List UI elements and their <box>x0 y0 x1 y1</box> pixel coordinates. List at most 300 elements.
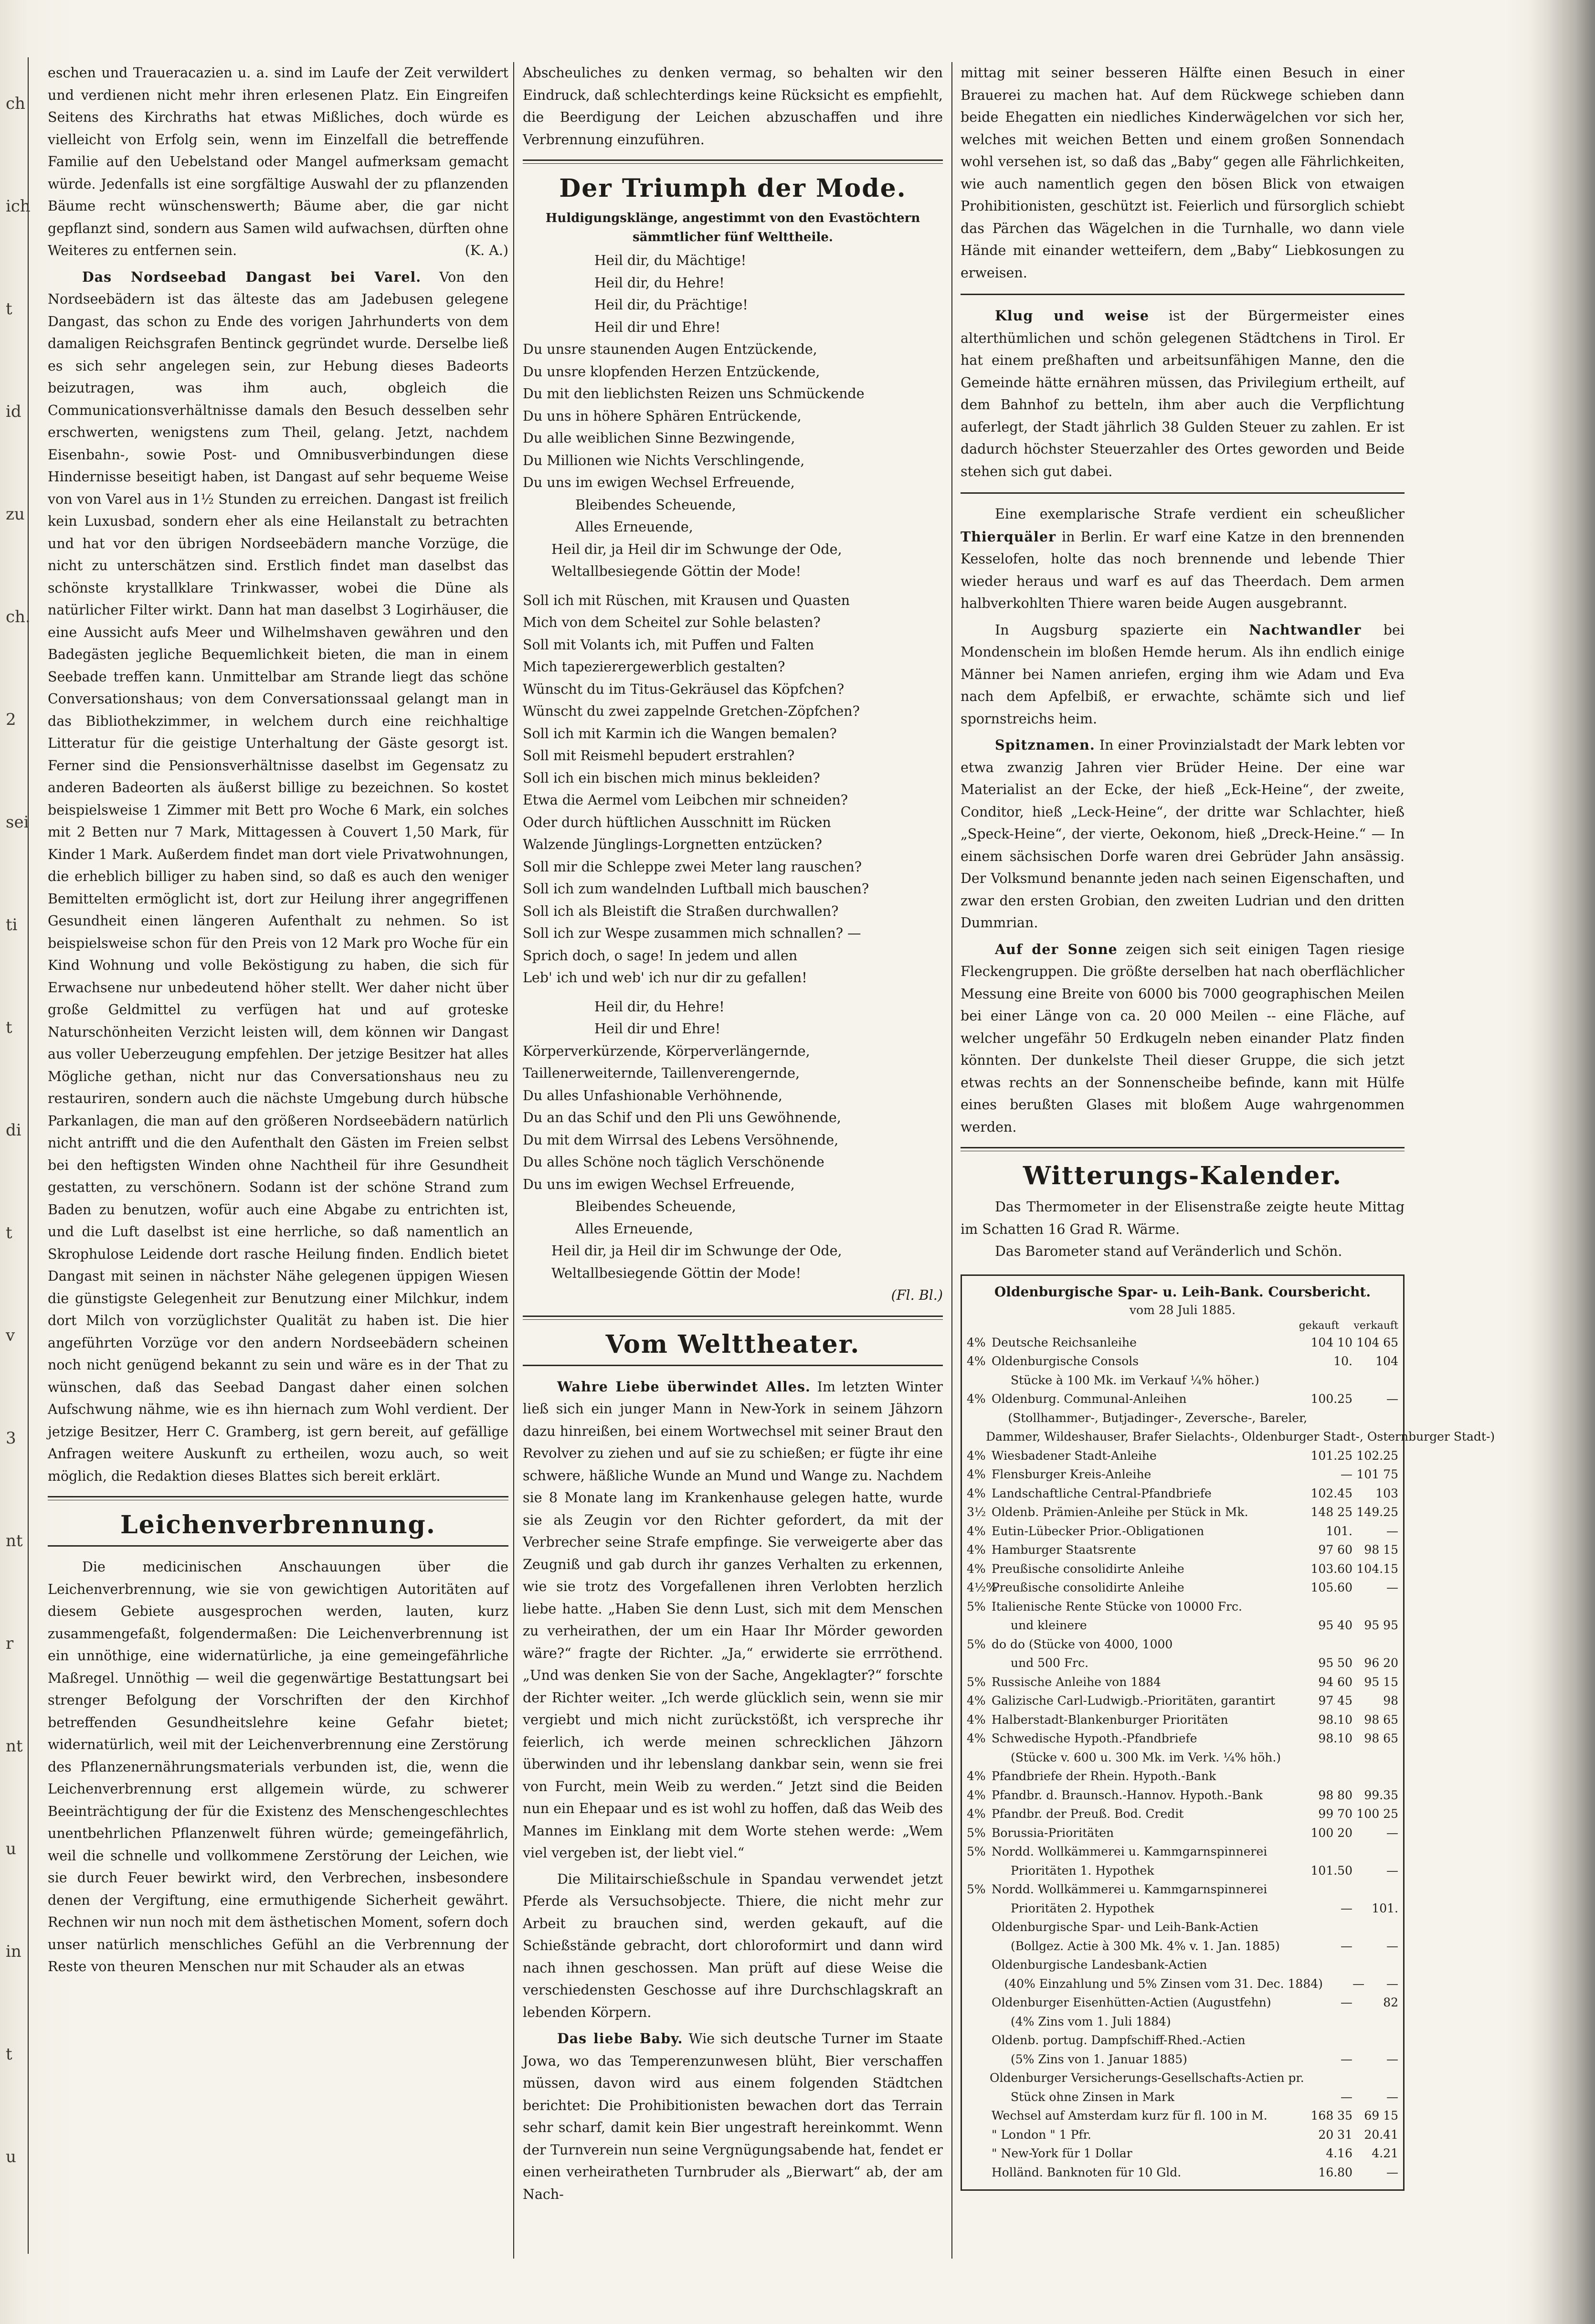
rate-gekauft: 98.10 <box>1318 1731 1352 1745</box>
rate-percent: 3½ <box>967 1505 986 1519</box>
table-row <box>967 1880 1398 1899</box>
rate-gekauft: — <box>1341 1939 1352 1953</box>
gutter-fragment: nt <box>6 1531 23 1550</box>
poem-line: Körperverkürzende, Körperverlängernde, <box>523 1043 810 1059</box>
article-klug-und-weise <box>961 305 1405 483</box>
rate-gekauft: 168 35 <box>1310 2109 1352 2122</box>
table-row <box>967 1974 1398 1994</box>
rate-name: (Bollgez. Actie à 300 Mk. 4% v. 1. Jan. 1885) <box>1011 1939 1280 1953</box>
article-dangast-text: Von den Nordseebädern ist das älteste das am Jadebusen gelegene Dangast, das schon zu Ende des vorigen Jahrhunderts von dem damaligen Reichsgrafen Bentinck gegründet wurde. Derselbe ließ es sich sehr angelegen sein, zur Hebung dieses Badeorts beizutragen, was ihm auch, obgleich die Communicationsverhältnisse damals den Besuch desselben sehr erschwerten, wenigstens zum Theil, gelang. Jetzt, nachdem Eisenbahn-, sowie Post- und Omnibusverbindungen diese Hindernisse beseitigt haben, ist Dangast auf sehr bequeme Weise von von Varel aus in 1½ Stunden zu erreichen. Dangast ist freilich kein Luxusbad, sondern eher als eine Heilanstalt zu betrachten und hat vor den übrigen Nordseebädern manche Vorzüge, die nicht zu unterschätzen sind. Erstlich findet man daselbst das schönste krystallklare Trinkwasser, wobei die Düne als natürlicher Filter wirkt. Dann hat man daselbst 3 Logirhäuser, die eine Aussicht aufs Meer und Wilhelmshaven gewähren und den Badegästen jegliche Bequemlichkeit bieten, die man in einem Seebade treffen kann. Unmittelbar am Strande liegt das schöne Conversationshaus; von dem Conversationssaal gelangt man in das Bibliothekzimmer, in welchem durch eine reichhaltige Litteratur für die geistige Unterhaltung der Gäste gesorgt ist. Ferner sind die Pensionsverhältnisse daselbst im Gegensatz zu anderen Badeorten als äußerst billige zu bezeichnen. So kostet beispielsweise 1 Zimmer mit Bett pro Woche 6 Mark, ein solches mit 2 Betten nur 7 Mark, Mittagessen à Couvert 1,50 Mark, für Kinder 1 Mark. Außerdem findet man dort viele Privatwohnungen, die erheblich billiger zu haben sind, so daß es auch den weniger Bemittelten ermöglicht ist, dort zur Heilung ihrer angegriffenen Gesundheit einen längeren Aufenthalt zu nehmen. So ist beispielsweise schon für den Preis von 12 Mark pro Woche für ein Kind Wohnung und volle Beköstigung zu haben, die sich für Erwachsene nur unbedeutend höher stellt. Wer daher nicht über große Geldmittel zu verfügen hat und auf groteske Naturschönheiten Verzicht leisten will, dem können wir Dangast aus voller Ueberzeugung empfehlen. Der jetzige Besitzer hat alles Mögliche gethan, nicht nur das Conversationshaus neu zu restauriren, sondern auch die nächste Umgebung durch hübsche Parkanlagen, die man auf den größeren Nordseebädern natürlich nicht antrifft und die den Aufenthalt den Gästen im Freien selbst bei den heftigsten Winden ohne Nachtheil für ihre Gesundheit gestatten, zu verschönern. Sodann ist der schöne Strand zum Baden zu benutzen, wofür auch eine Abgabe zu entrichten ist, und die Luft daselbst ist eine herrliche, so daß namentlich an Skrophulose Leidende dort rasche Heilung finden. Endlich bietet Dangast mit seinen in nächster Nähe gelegenen üppigen Wiesen die günstigste Gelegenheit zur Benutzung einer Milchkur, indem dort Milch von vorzüglichster Qualität zu haben ist. Die hier angeführten Vorzüge vor den andern Nordseebädern scheinen noch nicht genügend bekannt zu sein und wäre es in der That zu wünschen, daß das Seebad Dangast daher einen solchen Aufschwung nähme, wie es ihn hiernach zum Wohl verdient. Der jetzige Besitzer, Herr C. Gramberg, ist gern bereit, auf gefällige Anfragen weitere Auskunft zu ertheilen, wozu auch, so weit möglich, die Redaktion dieses Blattes sich bereit erklärt. <box>48 269 508 1484</box>
rate-verkauft: 102.25 <box>1356 1448 1398 1463</box>
poem-subheading: Huldigungsklänge, angestimmt von den Evastöchtern sämmtlicher fünf Welttheile. <box>545 211 920 244</box>
rate-gekauft: 101.50 <box>1310 1863 1352 1878</box>
rate-verkauft: — <box>1386 2165 1398 2179</box>
table-row <box>967 1390 1398 1409</box>
poem-line: Soll ich ein bischen mich minus bekleiden? <box>523 770 820 786</box>
rate-percent: 4% <box>967 1769 986 1783</box>
rate-verkauft: — <box>1386 1581 1398 1594</box>
article-trees-signature: (K. A.) <box>465 243 508 258</box>
poem-line: Du mit den lieblichsten Reizen uns Schmückende <box>523 386 865 402</box>
rate-percent: 4% <box>967 1712 986 1727</box>
gutter-fragment: u <box>6 1839 16 1858</box>
poem-line: Weltallbesiegende Göttin der Mode! <box>551 563 802 579</box>
poem-line: Du alles Schöne noch täglich Verschönende <box>523 1154 824 1170</box>
article-sonne-title: Auf der Sonne <box>995 941 1118 957</box>
rate-verkauft: 20.41 <box>1364 2127 1398 2142</box>
column-2 <box>513 62 952 2259</box>
table-row <box>967 2069 1398 2088</box>
rate-percent: 5% <box>967 1637 986 1651</box>
article-nacht-text-1: In Augsburg spazierte ein <box>995 622 1227 638</box>
rate-name: Pfandbr. d. Braunsch.-Hannov. Hypoth.-Bank <box>992 1788 1263 1802</box>
rate-gekauft: — <box>1341 2052 1352 2066</box>
table-row <box>967 1616 1398 1635</box>
rate-name: Stücke à 100 Mk. im Verkauf ¼% höher.) <box>1011 1373 1259 1387</box>
rate-verkauft: 104 65 <box>1356 1335 1398 1349</box>
rate-gekauft: 97 45 <box>1318 1694 1352 1708</box>
rate-name: und kleinere <box>1011 1618 1087 1632</box>
rate-percent: 4% <box>967 1486 986 1500</box>
rate-verkauft: 98 65 <box>1364 1731 1398 1745</box>
poem-line: Soll ich mit Karmin ich die Wangen bemalen? <box>523 725 837 742</box>
poem-line: Walzende Jünglings-Lorgnetten entzücken? <box>523 837 822 852</box>
rate-gekauft: 101. <box>1326 1524 1352 1538</box>
rate-gekauft: — <box>1341 1467 1352 1481</box>
rate-name: Preußische consolidirte Anleihe <box>992 1561 1184 1576</box>
poem-line: Mich von dem Scheitel zur Sohle belasten? <box>523 615 821 630</box>
rate-gekauft: 4.16 <box>1326 2146 1352 2160</box>
poem-line: Wünscht du zwei zappelnde Gretchen-Zöpfchen? <box>523 703 860 719</box>
rate-verkauft: — <box>1386 2090 1398 2104</box>
table-row <box>967 1786 1398 1805</box>
poem-signature: (Fl. Bl.) <box>891 1287 943 1303</box>
table-row <box>967 1597 1398 1616</box>
rate-name: Oldenburg. Communal-Anleihen <box>992 1392 1187 1406</box>
table-row <box>967 2125 1398 2144</box>
table-row <box>967 1691 1398 1710</box>
rate-name: Prioritäten 2. Hypothek <box>1011 1901 1154 1915</box>
poem-line: Heil dir und Ehre! <box>594 1021 721 1037</box>
rate-percent: 5% <box>967 1675 986 1689</box>
rate-verkauft: 4.21 <box>1372 2146 1398 2160</box>
poem-line: Du mit dem Wirrsal des Lebens Versöhnende, <box>523 1132 839 1148</box>
gutter-fragment: di <box>6 1121 21 1140</box>
poem-line: Heil dir und Ehre! <box>594 319 721 335</box>
gutter-fragment: ch. <box>6 607 31 626</box>
table-body <box>967 1333 1495 2182</box>
poem-line: Heil dir, du Hehre! <box>594 998 725 1015</box>
rate-name: Oldenburger Versicherungs-Gesellschafts-Actien pr. <box>989 2071 1304 2085</box>
rate-name: Italienische Rente Stücke von 10000 Frc. <box>992 1599 1242 1613</box>
rate-name: Halberstadt-Blankenburger Prioritäten <box>992 1712 1228 1727</box>
rate-name: Nordd. Wollkämmerei u. Kammgarnspinnerei <box>992 1845 1268 1858</box>
rate-verkauft: 96 20 <box>1364 1656 1398 1670</box>
rate-percent: 4% <box>967 1807 986 1821</box>
rate-gekauft: — <box>1341 2090 1352 2104</box>
table-row <box>967 1993 1398 2012</box>
table-row <box>967 1578 1398 1597</box>
article-baby-continued: mittag mit seiner besseren Hälfte einen Besuch in einer Brauerei zu machen hat. Auf dem Rückwege schieben dann beide Ehegatten ein niedliches Kinderwägelchen vor sich her, welches mit weichen Betten und einem großen Sonnendach wohl versehen ist, so daß das „Baby“ gegen alle Fährlichkeiten, wie auch namentlich gegen den bösen Blick von etwaigen Prohibitionisten, geschützt ist. Feierlich und fürsorglich schiebt das Pärchen das Wägelchen in die Turnhalle, wo dann viele Hände mit einander wetteifern, dem „Baby“ Liebkosungen zu erweisen. <box>961 65 1405 281</box>
rate-verkauft: — <box>1386 2052 1398 2066</box>
article-thierquaeler <box>961 503 1405 615</box>
gutter-fragment: zu <box>6 505 25 524</box>
article-dangast-title: Das Nordseebad Dangast bei Varel. <box>82 268 422 285</box>
article-baby <box>523 2027 943 2206</box>
rate-name: Oldenb. Prämien-Anleihe per Stück in Mk. <box>992 1505 1248 1519</box>
heading-underline <box>523 1365 943 1366</box>
rate-name: Schwedische Hypoth.-Pfandbriefe <box>992 1731 1197 1745</box>
poem-stanza-1 <box>523 250 943 583</box>
poem-line: Du alle weiblichen Sinne Bezwingende, <box>523 430 795 446</box>
rate-percent: 4% <box>967 1543 986 1557</box>
poem-line: Du an das Schif und den Pli uns Gewöhnende, <box>523 1110 841 1125</box>
rate-gekauft: 99 70 <box>1318 1807 1352 1821</box>
rate-name: Preußische consolidirte Anleihe <box>992 1581 1184 1594</box>
rate-name: Galizische Carl-Ludwigb.-Prioritäten, garantirt <box>992 1694 1276 1708</box>
poem-line: Wünscht du im Titus-Gekräusel das Köpfchen? <box>523 681 845 697</box>
rate-verkauft: — <box>1386 1863 1398 1878</box>
table-row <box>967 1899 1398 1918</box>
poem-line: Weltallbesiegende Göttin der Mode! <box>551 1265 802 1281</box>
rate-verkauft: — <box>1386 1825 1398 1840</box>
poem-line: Du Millionen wie Nichts Verschlingende, <box>523 452 805 468</box>
article-baby-text: Wie sich deutsche Turner im Staate Jowa, wo das Temperenzunwesen blüht, Bier verschaffen müssen, davon wird aus einem folgenden Städtchen berichtet: Die Prohibitionisten bewachen dort das Terrain sehr scharf, damit kein Bier ungestraft hereinkommt. Wenn der Turnverein nun seine Vergnügungsabende hat, fendet er einen verheiratheten Turnbruder als „Bierwart“ ab, der am Nach- <box>523 2031 943 2202</box>
rate-name: Landschaftliche Central-Pfandbriefe <box>992 1486 1212 1500</box>
poem-line: Taillenerweiternde, Taillenverengernde, <box>523 1065 800 1081</box>
rate-verkauft: 103 <box>1375 1486 1398 1500</box>
rate-verkauft: 101 75 <box>1356 1467 1398 1481</box>
rate-verkauft: 99.35 <box>1364 1788 1398 1802</box>
poem-line: Du uns in höhere Sphären Entrückende, <box>523 408 802 424</box>
rate-percent: 4% <box>967 1354 986 1368</box>
gutter-fragment: t <box>6 299 12 318</box>
heading-underline <box>48 1545 508 1547</box>
rate-percent: 4½% <box>967 1581 997 1594</box>
poem-line: Alles Erneuende, <box>575 1220 693 1237</box>
table-header <box>967 1319 1398 1333</box>
article-pferde-text: Die Militairschießschule in Spandau verwendet jetzt Pferde als Versuchsobjecte. Thiere, die nicht mehr zur Arbeit zu brauchen sind, werden gekauft, auf die Schießstände gebracht, dort chloroformirt und dann wird nach ihnen geschossen. Man prüft auf diese Weise die verschiedensten Geschosse auf ihre Durchschlagskraft an lebenden Körpern. <box>523 1871 943 2020</box>
table-row <box>967 2031 1398 2050</box>
poem-line: Heil dir, du Prächtige! <box>594 297 748 313</box>
rate-name: Flensburger Kreis-Anleihe <box>992 1467 1151 1481</box>
column-3 <box>961 62 1495 2191</box>
table-row <box>967 1446 1398 1465</box>
table-row <box>967 1371 1398 1390</box>
header-gekauft: gekauft <box>1299 1319 1340 1332</box>
rate-verkauft: 104 <box>1375 1354 1398 1368</box>
article-baby-title: Das liebe Baby. <box>557 2030 683 2047</box>
poem-line: Heil dir, du Hehre! <box>594 275 725 291</box>
article-sonne <box>961 938 1405 1139</box>
rate-name: Eutin-Lübecker Prior.-Obligationen <box>992 1524 1204 1538</box>
table-row <box>967 2106 1398 2125</box>
table-row <box>967 1918 1398 1937</box>
rate-percent: 4% <box>967 1335 986 1349</box>
article-klug-text: ist der Bürgermeister eines alterthümlichen und schön gelegenen Städtchens in Tirol. Er hat einem preßhaften und arbeitsunfähigen Manne, den die Gemeinde hätte ernähren müssen, das Privilegium ertheilt, auf dem Bahnhof zu betteln, ihm aber auch die Verpflichtung auferlegt, der Stadt jährlich 38 Gulden Steuer zu zahlen. Er ist dadurch höchster Steuerzahler des Ortes geworden und Beide stehen sich gut dabei. <box>961 308 1405 479</box>
rate-name: Borussia-Prioritäten <box>992 1825 1114 1840</box>
rate-percent: 4% <box>967 1448 986 1463</box>
table-row <box>967 1804 1398 1824</box>
table-row <box>967 1484 1398 1503</box>
rate-verkauft: 104.15 <box>1356 1561 1398 1576</box>
article-nachtwandler <box>961 619 1405 731</box>
rate-name: (5% Zins von 1. Januar 1885) <box>1011 2052 1187 2066</box>
poem-line: Soll ich mit Rüschen, mit Krausen und Quasten <box>523 592 850 608</box>
article-spitznamen <box>961 734 1405 934</box>
rate-name: Prioritäten 1. Hypothek <box>1011 1863 1154 1878</box>
table-row <box>967 2163 1398 2182</box>
rate-percent: 4% <box>967 1392 986 1406</box>
poem-line: Alles Erneuende, <box>575 519 693 535</box>
rate-name: (4% Zins vom 1. Juli 1884) <box>1011 2014 1171 2028</box>
gutter-fragment: nt <box>6 1737 23 1756</box>
rate-verkauft: — <box>1386 1524 1398 1538</box>
rate-name: (40% Einzahlung und 5% Zinsen vom 31. Dec. 1884) <box>1004 1976 1323 1991</box>
rate-verkauft: — <box>1386 1976 1398 1991</box>
poem-stanza-3 <box>523 996 943 1285</box>
poem-line: Soll mit Reismehl bepudert erstrahlen? <box>523 748 795 764</box>
rate-percent: 5% <box>967 1599 986 1613</box>
rate-name: Pfandbriefe der Rhein. Hypoth.-Bank <box>992 1769 1216 1783</box>
poem-line: Heil dir, ja Heil dir im Schwunge der Ode, <box>551 1243 842 1259</box>
section-divider <box>523 159 943 164</box>
rate-verkauft: 101. <box>1372 1901 1398 1915</box>
article-dangast <box>48 266 508 1488</box>
header-verkauft: verkauft <box>1353 1319 1398 1332</box>
weather-barometer: Das Barometer stand auf Veränderlich und Schön. <box>995 1243 1342 1259</box>
weather-thermometer: Das Thermometer in der Elisenstraße zeigte heute Mittag im Schatten 16 Grad R. Wärme. <box>961 1199 1405 1237</box>
article-spitz-text: In einer Provinzialstadt der Mark lebten vor etwa zwanzig Jahren vier Brüder Heine. Der eine war Materialist an der Ecke, der hieß „Eck-Heine“, der zweite, Conditor, hieß „Leck-Heine“, der dritte war Schlachter, hieß „Speck-Heine“, der vierte, Oekonom, hieß „Dreck-Heine.“ — In einem sächsischen Dorfe waren drei Gebrüder Jahn ansässig. Der Volksmund benannte jeden nach seinen Eigenschaften, und zwar den ersten Grobian, den zweiten Ludrian und den dritten Dummrian. <box>961 737 1405 931</box>
rate-verkauft: — <box>1386 1392 1398 1406</box>
rate-verkauft: 98 <box>1383 1694 1398 1708</box>
poem-line: Soll ich zum wandelnden Luftball mich bauschen? <box>523 881 869 897</box>
rate-name: Oldenburgische Spar- und Leih-Bank-Actien <box>992 1920 1259 1934</box>
poem-line: Etwa die Aermel vom Leibchen mir schneiden? <box>523 792 848 808</box>
table-row <box>967 1842 1398 1861</box>
gutter-fragment: sei <box>6 813 29 832</box>
rate-name: Holländ. Banknoten für 10 Gld. <box>992 2165 1182 2179</box>
table-row <box>967 2088 1398 2107</box>
rate-gekauft: 98.10 <box>1318 1712 1352 1727</box>
rate-percent: 4% <box>967 1694 986 1708</box>
poem-stanza-2 <box>523 590 943 989</box>
poem-line: Soll mir die Schleppe zwei Meter lang rauschen? <box>523 859 862 875</box>
rate-gekauft: 100 20 <box>1310 1825 1352 1840</box>
previous-page-gutter <box>0 57 29 2254</box>
rate-name: (Stollhammer-, Butjadinger-, Zeversche-, Bareler, <box>1008 1411 1308 1425</box>
article-trees-text: eschen und Traueracazien u. a. sind im Laufe der Zeit verwildert und verdienen nicht mehr ihren erlesenen Platz. Ein Eingreifen Seitens des Kirchraths hat etwas Mißliches, doch würde es vielleicht von Erfolg sein, wenn im Einzelfall die betreffende Familie auf den Uebelstand oder Mangel aufmerksam gemacht würde. Jedenfalls ist eine sorgfältige Auswahl der zu pflanzenden Bäume recht wünschenswerth; Bäume aber, die gar nicht gepflanzt sind, sondern aus Samen wild aufwachsen, dürften ohne Weiteres zu entfernen sein. <box>48 65 508 258</box>
rate-percent: 4% <box>967 1731 986 1745</box>
table-row <box>967 1748 1398 1767</box>
rate-verkauft: — <box>1386 1939 1398 1953</box>
rate-name: do do (Stücke von 4000, 1000 <box>992 1637 1173 1651</box>
rate-gekauft: — <box>1341 1901 1352 1915</box>
article-spitz-title: Spitznamen. <box>995 737 1095 753</box>
rate-gekauft: 94 60 <box>1318 1675 1352 1689</box>
article-leichenverbrennung-text: Die medicinischen Anschauungen über die Leichenverbrennung, wie sie von gewichtigen Autoritäten auf diesem Gebiete ausgesprochen werden, lauten, kurz zusammengefaßt, folgendermaßen: Die Leichenverbrennung ist ein unnöthige, eine widernatürliche, ja eine gemeingefährliche Maßregel. Unnöthig — weil die gegenwärtige Bestattungsart bei strenger Befolgung der Vorschriften der den Kirchhof betreffenden Gesundheitslehre keine Gefahr bietet; widernatürlich, weil mit der Leichenverbrennung eine Zerstörung des Pflanzenernährungsmaterials verbunden ist, die, wenn die Leichenverbrennung erst allgemein würde, zu schwerer Beeinträchtigung der für die Existenz des Menschengeschlechtes unentbehrlichen Pflanzenwelt führen würde; gemeingefährlich, weil die schnelle und vollkommene Zerstörung der Leichen, wie sie durch Feuer bewirkt wird, den Verbrechen, insbesondere denen der Vergiftung, eine ermuthigende Sicherheit gewährt. Rechnen wir nun noch mit dem ästhetischen Moment, sofern doch unser natürlich menschliches Gefühl an die Verbrennung der Reste von theuren Menschen nur mit Schauder als an etwas <box>48 1559 508 1974</box>
poem-line: Heil dir, ja Heil dir im Schwunge der Ode, <box>551 541 842 557</box>
rate-name: Stück ohne Zinsen in Mark <box>1011 2090 1175 2104</box>
gutter-fragment: v <box>6 1326 15 1345</box>
poem-line: Sprich doch, o sage! In jedem und allen <box>523 947 798 964</box>
rate-percent: 4% <box>967 1561 986 1576</box>
table-row <box>967 1729 1398 1748</box>
rate-gekauft: 95 50 <box>1318 1656 1352 1670</box>
rate-gekauft: — <box>1352 1976 1365 1991</box>
rate-gekauft: 105.60 <box>1310 1581 1352 1594</box>
table-row <box>967 1635 1398 1654</box>
gutter-fragment: ich <box>6 197 31 216</box>
gutter-fragment: 3 <box>6 1429 16 1448</box>
rate-verkauft: 98 65 <box>1364 1712 1398 1727</box>
rate-name: Wechsel auf Amsterdam kurz für fl. 100 in M. <box>992 2109 1268 2122</box>
article-nacht-text-2: bei Mondenschein im bloßen Hemde herum. Als ihn endlich einige Männer bei Namen anriefen, erging ihm wie Adam und Eva nach dem Apfelbiß, er erwachte, schämte sich und lief spornstreichs heim. <box>961 622 1405 727</box>
table-row <box>967 1673 1398 1692</box>
rate-name: (Stücke v. 600 u. 300 Mk. im Verk. ¼% höh.) <box>1011 1750 1281 1764</box>
exchange-rate-table <box>961 1274 1495 2191</box>
poem-line: Soll mit Volants ich, mit Puffen und Falten <box>523 637 814 653</box>
poem-line: Du uns im ewigen Wechsel Erfreuende, <box>523 475 795 490</box>
rate-gekauft: 98 80 <box>1318 1788 1352 1802</box>
article-wahre-liebe <box>523 1376 943 1865</box>
rate-gekauft: 104 10 <box>1310 1335 1352 1349</box>
gutter-fragment: in <box>6 1942 21 1961</box>
section-divider <box>523 1316 943 1320</box>
gutter-fragment: ch <box>6 94 25 113</box>
rate-gekauft: 16.80 <box>1318 2165 1352 2179</box>
rate-verkauft: 95 15 <box>1364 1675 1398 1689</box>
gutter-fragment: 2 <box>6 710 16 729</box>
rate-percent: 4% <box>967 1524 986 1538</box>
rate-verkauft: 100 25 <box>1356 1807 1398 1821</box>
table-row <box>967 1861 1398 1880</box>
article-thier-title: Thierquäler <box>961 528 1056 545</box>
article-klug-title: Klug und weise <box>995 308 1150 324</box>
table-row <box>967 1540 1398 1560</box>
gutter-fragment: t <box>6 1018 12 1037</box>
poem-line: Bleibendes Scheuende, <box>575 1199 736 1214</box>
article-thier-text-2: in Berlin. Er warf eine Katze in den brennenden Kesselofen, holte das noch brennende und lebende Thier wieder heraus und warf es auf das Theerdach. Dem armen halbverkohlten Thiere waren beide Augen ausgebrannt. <box>961 529 1405 611</box>
article-wahre-liebe-text: Im letzten Winter ließ sich ein junger Mann in New-York in seinem Jähzorn dazu hinreißen, bei einem Wortwechsel mit seiner Braut den Revolver zu ziehen und auf sie zu schießen; er fügte ihr eine schwere, häßliche Wunde an Mund und Wange zu. Nachdem sie 8 Monate lang im Krankenhause gelegen hatte, wurde sie als Zeugin vor den Richter gefordert, da mit der Verbrecher seine Strafe empfinge. Sie verweigerte aber das Zeugniß und gab durch ihr ganzes Verhalten zu erkennen, wie sie trotz des Vorgefallenen ihren Verlobten herzlich liebe hatte. „Haben Sie denn Lust, sich mit dem Menschen zu verheirathen, der um ein Haar Ihr Mörder geworden wäre?“ fragte der Richter. „Ja,“ erwiderte sie errröthend. „Und was denken Sie von der Sache, Angeklagter?“ forschte der Richter weiter. „Ich werde glücklich sein, wenn sie mir vergiebt und mich nicht zurückstößt, ich verspreche ihr feierlich, ich werde meinen schrecklichen Jähzorn überwinden und ihr lebenslang dankbar sein, wenn sie frei von Furcht, mein Weib zu werden.“ Jetzt sind die Beiden nun ein Ehepaar und es ist wohl zu hoffen, daß das Weib des Mannes im Einklang mit dem Worte stehen werde: „Wem viel vergeben ist, der liebt viel.“ <box>523 1379 943 1861</box>
table-title: Oldenburgische Spar- u. Leih-Bank. Coursbericht. <box>994 1284 1371 1300</box>
rate-verkauft: 69 15 <box>1364 2109 1398 2122</box>
rate-verkauft: 95 95 <box>1364 1618 1398 1632</box>
page-edge-shadow <box>1528 0 1595 2324</box>
poem-line: Mich tapezierergewerblich gestalten? <box>523 659 785 675</box>
gutter-fragment: t <box>6 1223 12 1242</box>
rate-name: Oldenburger Eisenhütten-Actien (Augustfehn) <box>992 1995 1271 2009</box>
rate-name: Nordd. Wollkämmerei u. Kammgarnspinnerei <box>992 1882 1268 1896</box>
rate-name: Hamburger Staatsrente <box>992 1543 1136 1557</box>
rate-name: Pfandbr. der Preuß. Bod. Credit <box>992 1807 1184 1821</box>
rate-gekauft: 103.60 <box>1310 1561 1352 1576</box>
rate-gekauft: 10. <box>1333 1354 1352 1368</box>
table-row <box>967 1465 1398 1484</box>
poem-line: Soll ich als Bleistift die Straßen durchwallen? <box>523 903 839 919</box>
rate-percent: 5% <box>967 1825 986 1840</box>
rate-gekauft: — <box>1341 1995 1352 2009</box>
gutter-fragment: t <box>6 2045 12 2064</box>
poem-line: Leb' ich und web' ich nur dir zu gefallen! <box>523 970 807 986</box>
poem-line: Du uns im ewigen Wechsel Erfreuende, <box>523 1176 795 1192</box>
section-divider <box>961 1147 1405 1151</box>
table-row <box>967 1333 1398 1352</box>
table-date: vom 28 Juli 1885. <box>1129 1303 1236 1317</box>
rate-name: " New-York für 1 Dollar <box>992 2146 1132 2160</box>
section-divider <box>961 492 1405 494</box>
article-sonne-text: zeigen sich seit einigen Tagen riesige Fleckengruppen. Die größte derselben hat nach oberflächlicher Messung eine Breite von 6000 bis 7000 geographischen Meilen bei einer Länge von ca. 20 000 Meilen -- eine Fläche, auf welcher ungefähr 50 Erdkugeln neben einander Platz finden könnten. Der dunkelste Theil dieser Gruppe, die sich jetzt etwas rechts an der Sonnenscheibe befinde, kann mit Hülfe eines berußten Glases mit bloßem Auge wahrgenommen werden. <box>961 941 1405 1135</box>
table-row <box>967 2050 1398 2069</box>
rate-name: Oldenb. portug. Dampfschiff-Rhed.-Actien <box>992 2033 1246 2047</box>
rate-name: Dammer, Wildeshauser, Brafer Sielachts-, Oldenburger Stadt-, Osternburger Stadt-) <box>986 1430 1495 1443</box>
rate-percent: 5% <box>967 1882 986 1896</box>
poem-line: Bleibendes Scheuende, <box>575 497 736 513</box>
gutter-fragment: ti <box>6 915 18 934</box>
rate-name: Deutsche Reichsanleihe <box>992 1335 1137 1349</box>
table-row <box>967 1710 1398 1730</box>
rate-gekauft: 20 31 <box>1318 2127 1352 2142</box>
heading-triumph-der-mode: Der Triumph der Mode. <box>559 174 907 203</box>
table-row <box>967 1522 1398 1541</box>
table-row <box>967 1654 1398 1673</box>
heading-vom-welttheater: Vom Welttheater. <box>605 1329 860 1359</box>
poem-line: Oder durch hüftlichen Ausschnitt im Rücken <box>523 814 831 830</box>
gutter-fragment: u <box>6 2147 16 2166</box>
table-row <box>967 1937 1398 1956</box>
poem-line: Du alles Unfashionable Verhöhnende, <box>523 1087 782 1104</box>
rate-gekauft: 102.45 <box>1310 1486 1352 1500</box>
rate-percent: 5% <box>967 1845 986 1858</box>
poem-line: Soll ich zur Wespe zusammen mich schnallen? — <box>523 925 861 941</box>
rate-gekauft: 95 40 <box>1318 1618 1352 1632</box>
table-row <box>967 1824 1398 1843</box>
article-leichenverbrennung-continued: Abscheuliches zu denken vermag, so behalten wir den Eindruck, daß schlechterdings keine Rücksicht es empfiehlt, die Beerdigung der Leichen abzuschaffen und ihre Verbrennung einzuführen. <box>523 65 943 148</box>
article-thier-text-1: Eine exemplarische Strafe verdient ein scheußlicher <box>995 506 1405 522</box>
poem-line: Heil dir, du Mächtige! <box>594 253 747 268</box>
table-row <box>967 1352 1398 1371</box>
table-row <box>967 1560 1398 1579</box>
table-row <box>967 1767 1398 1786</box>
rate-name: Wiesbadener Stadt-Anleihe <box>992 1448 1157 1463</box>
article-wahre-liebe-title: Wahre Liebe überwindet Alles. <box>557 1378 811 1395</box>
table-row <box>967 1503 1398 1522</box>
table-row <box>967 2144 1398 2163</box>
gutter-fragment: id <box>6 402 21 421</box>
rate-gekauft: 101.25 <box>1310 1448 1352 1463</box>
rate-verkauft: 82 <box>1383 1995 1398 2009</box>
table-row <box>967 1955 1398 1974</box>
table-row <box>967 1409 1398 1428</box>
rate-name: " London " 1 Pfr. <box>992 2127 1091 2142</box>
poem-line: Du unsre staunenden Augen Entzückende, <box>523 341 817 357</box>
rate-name: Oldenburgische Landesbank-Actien <box>992 1958 1207 1972</box>
rate-name: Oldenburgische Consols <box>992 1354 1139 1368</box>
table-row <box>967 2012 1398 2031</box>
column-1 <box>48 62 508 1978</box>
rate-gekauft: 148 25 <box>1310 1505 1352 1519</box>
rate-gekauft: 97 60 <box>1318 1543 1352 1557</box>
gutter-fragment: r <box>6 1634 14 1653</box>
rate-name: und 500 Frc. <box>1011 1656 1089 1670</box>
rate-name: Russische Anleihe von 1884 <box>992 1675 1161 1689</box>
heading-witterungs-kalender: Witterungs-Kalender. <box>1023 1161 1342 1190</box>
poem-line: Du unsre klopfenden Herzen Entzückende, <box>523 363 820 380</box>
section-divider <box>48 1496 508 1500</box>
rate-percent: 4% <box>967 1467 986 1481</box>
rate-verkauft: 149.25 <box>1356 1505 1398 1519</box>
rate-verkauft: 98 15 <box>1364 1543 1398 1557</box>
table-row <box>967 1427 1495 1446</box>
